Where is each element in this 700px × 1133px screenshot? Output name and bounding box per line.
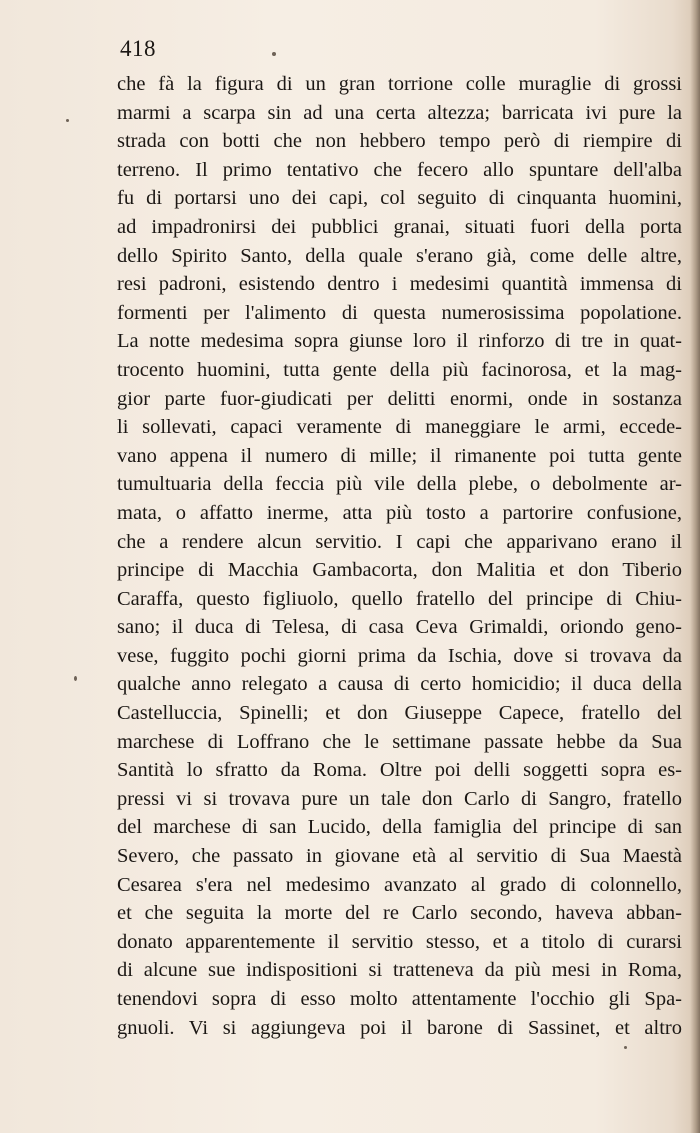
text-line: resi padroni, esistendo dentro i medesimi quantità immensa di (117, 273, 682, 296)
text-line: formenti per l'alimento di questa numerosissima popolatione. (117, 301, 682, 324)
text-line: principe di Macchia Gambacorta, don Malitia et don Tiberio (117, 559, 682, 582)
text-line: Severo, che passato in giovane età al servitio di Sua Maestà (117, 845, 682, 868)
text-line: qualche anno relegato a causa di certo homicidio; il duca della (117, 673, 682, 696)
ink-speck (66, 119, 69, 122)
text-line: Cesarea s'era nel medesimo avanzato al grado di colonnello, (117, 873, 682, 896)
page-number: 418 (120, 36, 156, 61)
text-line: terreno. Il primo tentativo che fecero allo spuntare dell'alba (117, 158, 682, 181)
ink-speck (624, 1046, 627, 1049)
text-line: ad impadronirsi dei pubblici granai, situati fuori della porta (117, 215, 682, 238)
text-line: trocento huomini, tutta gente della più facinorosa, et la mag- (117, 358, 682, 381)
text-line: pressi vi si trovava pure un tale don Carlo di Sangro, fratello (117, 787, 682, 810)
text-line: tumultuaria della feccia più vile della plebe, o debolmente ar- (117, 473, 682, 496)
ink-speck (272, 52, 276, 56)
text-line: dello Spirito Santo, della quale s'erano già, come delle altre, (117, 244, 682, 267)
text-line: gnuoli. Vi si aggiungeva poi il barone di Sassinet, et altro (117, 1016, 682, 1039)
text-line: li sollevati, capaci veramente di maneggiare le armi, eccede- (117, 416, 682, 439)
text-line: mata, o affatto inerme, atta più tosto a partorire confusione, (117, 501, 682, 524)
body-text (117, 70, 682, 1042)
text-line: Caraffa, questo figliuolo, quello fratello del principe di Chiu- (117, 587, 682, 610)
ink-speck (74, 676, 77, 681)
text-line: fu di portarsi uno dei capi, col seguito di cinquanta huomini, (117, 187, 682, 210)
text-line: di alcune sue indispositioni si tratteneva da più mesi in Roma, (117, 959, 682, 982)
text-line: marmi a scarpa sin ad una certa altezza; barricata ivi pure la (117, 101, 682, 124)
text-line: marchese di Loffrano che le settimane passate hebbe da Sua (117, 730, 682, 753)
text-line: strada con botti che non hebbero tempo però di riempire di (117, 130, 682, 153)
text-line: La notte medesima sopra giunse loro il rinforzo di tre in quat- (117, 330, 682, 353)
text-line: vese, fuggito pochi giorni prima da Ischia, dove si trovava da (117, 644, 682, 667)
text-line: Santità lo sfratto da Roma. Oltre poi delli soggetti sopra es- (117, 759, 682, 782)
text-line: gior parte fuor-giudicati per delitti enormi, onde in sostanza (117, 387, 682, 410)
text-line: donato apparentemente il servitio stesso, et a titolo di curarsi (117, 930, 682, 953)
page-edge-shadow (690, 0, 700, 1133)
text-line: che fà la figura di un gran torrione colle muraglie di grossi (117, 73, 682, 95)
text-line: vano appena il numero di mille; il rimanente poi tutta gente (117, 444, 682, 467)
text-line: del marchese di san Lucido, della famiglia del principe di san (117, 816, 682, 839)
text-line: tenendovi sopra di esso molto attentamente l'occhio gli Spa- (117, 988, 682, 1010)
text-line: et che seguita la morte del re Carlo secondo, haveva abban- (117, 902, 682, 925)
text-line: che a rendere alcun servitio. I capi che apparivano erano il (117, 530, 682, 553)
text-line: Castelluccia, Spinelli; et don Giuseppe Capece, fratello del (117, 702, 682, 725)
text-line: sano; il duca di Telesa, di casa Ceva Grimaldi, oriondo geno- (117, 616, 682, 639)
